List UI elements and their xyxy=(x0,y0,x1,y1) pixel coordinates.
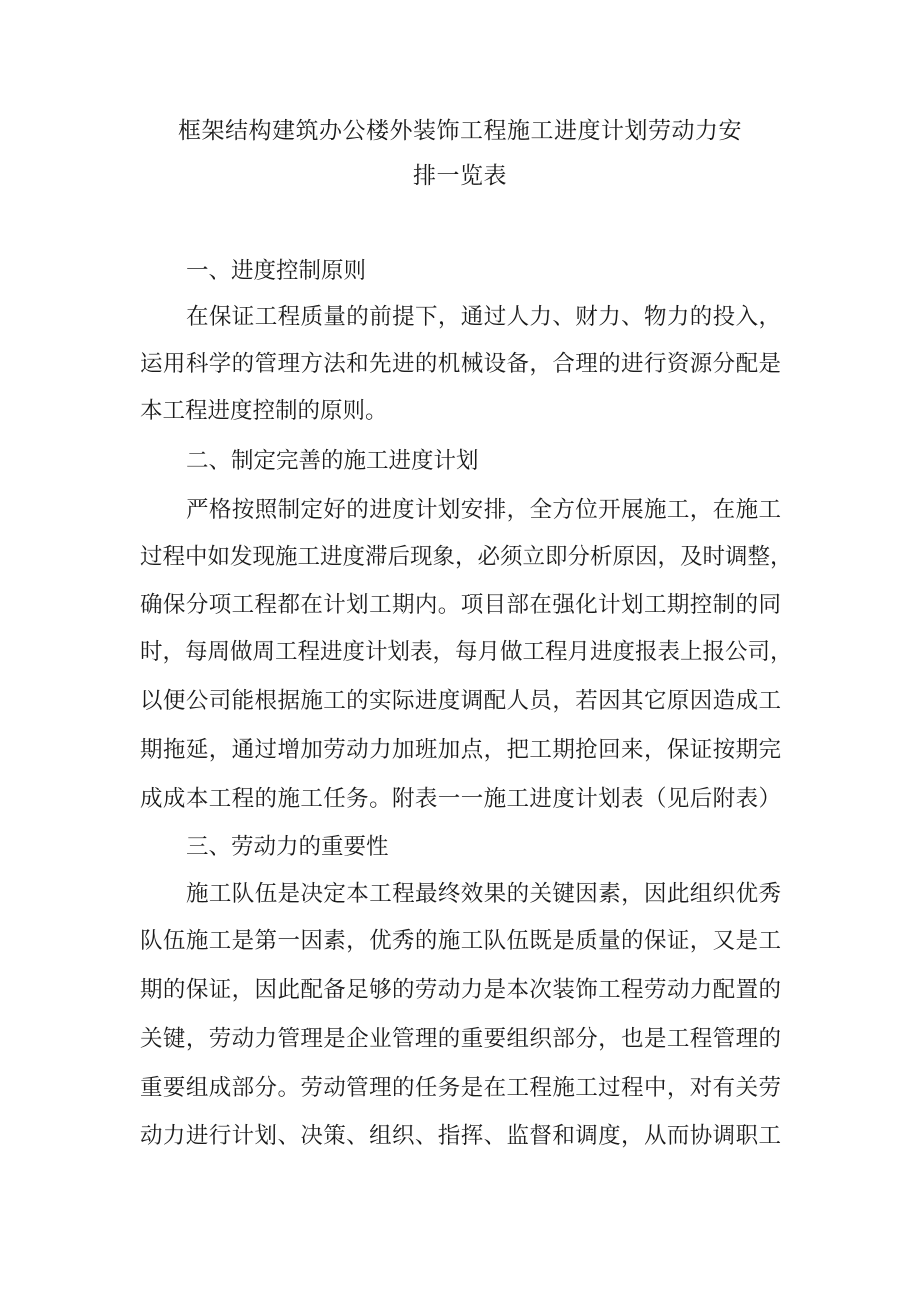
section-3-line-3: 期的保证，因此配备足够的劳动力是本次装饰工程劳动力配置的 xyxy=(140,977,781,1003)
section-2-line-7: 成成本工程的施工任务。附表一一施工进度计划表（见后附表） xyxy=(140,786,781,812)
section-2-line-2: 过程中如发现施工进度滞后现象，必须立即分析原因，及时调整， xyxy=(140,544,793,570)
section-3-line-4: 关键，劳动力管理是企业管理的重要组织部分，也是工程管理的 xyxy=(140,1026,781,1052)
section-3-heading: 三、劳动力的重要性 xyxy=(186,834,389,860)
section-3-line-6: 动力进行计划、决策、组织、指挥、监督和调度，从而协调职工 xyxy=(140,1123,781,1149)
section-2-line-4: 时，每周做周工程进度计划表，每月做工程月进度报表上报公司， xyxy=(140,639,793,665)
section-3-line-1: 施工队伍是决定本工程最终效果的关键因素，因此组织优秀 xyxy=(186,881,781,907)
document-title-line-2: 排一览表 xyxy=(413,163,507,189)
section-1-heading: 一、进度控制原则 xyxy=(186,258,367,284)
section-2-line-6: 期拖延，通过增加劳动力加班加点，把工期抢回来，保证按期完 xyxy=(140,737,781,763)
section-2-heading: 二、制定完善的施工进度计划 xyxy=(186,448,479,474)
section-3-line-2: 队伍施工是第一因素，优秀的施工队伍既是质量的保证，又是工 xyxy=(140,928,781,954)
section-1-line-3: 本工程进度控制的原则。 xyxy=(140,398,388,424)
section-1-line-2: 运用科学的管理方法和先进的机械设备，合理的进行资源分配是 xyxy=(140,351,781,377)
section-2-line-1: 严格按照制定好的进度计划安排，全方位开展施工，在施工 xyxy=(186,497,781,523)
section-2-line-5: 以便公司能根据施工的实际进度调配人员，若因其它原因造成工 xyxy=(140,688,781,714)
section-3-line-5: 重要组成部分。劳动管理的任务是在工程施工过程中，对有关劳 xyxy=(140,1075,781,1101)
section-1-line-1: 在保证工程质量的前提下，通过人力、财力、物力的投入， xyxy=(186,304,781,330)
document-title-line-1: 框架结构建筑办公楼外装饰工程施工进度计划劳动力安 xyxy=(178,118,742,144)
section-2-line-3: 确保分项工程都在计划工期内。项目部在强化计划工期控制的同 xyxy=(140,592,781,618)
